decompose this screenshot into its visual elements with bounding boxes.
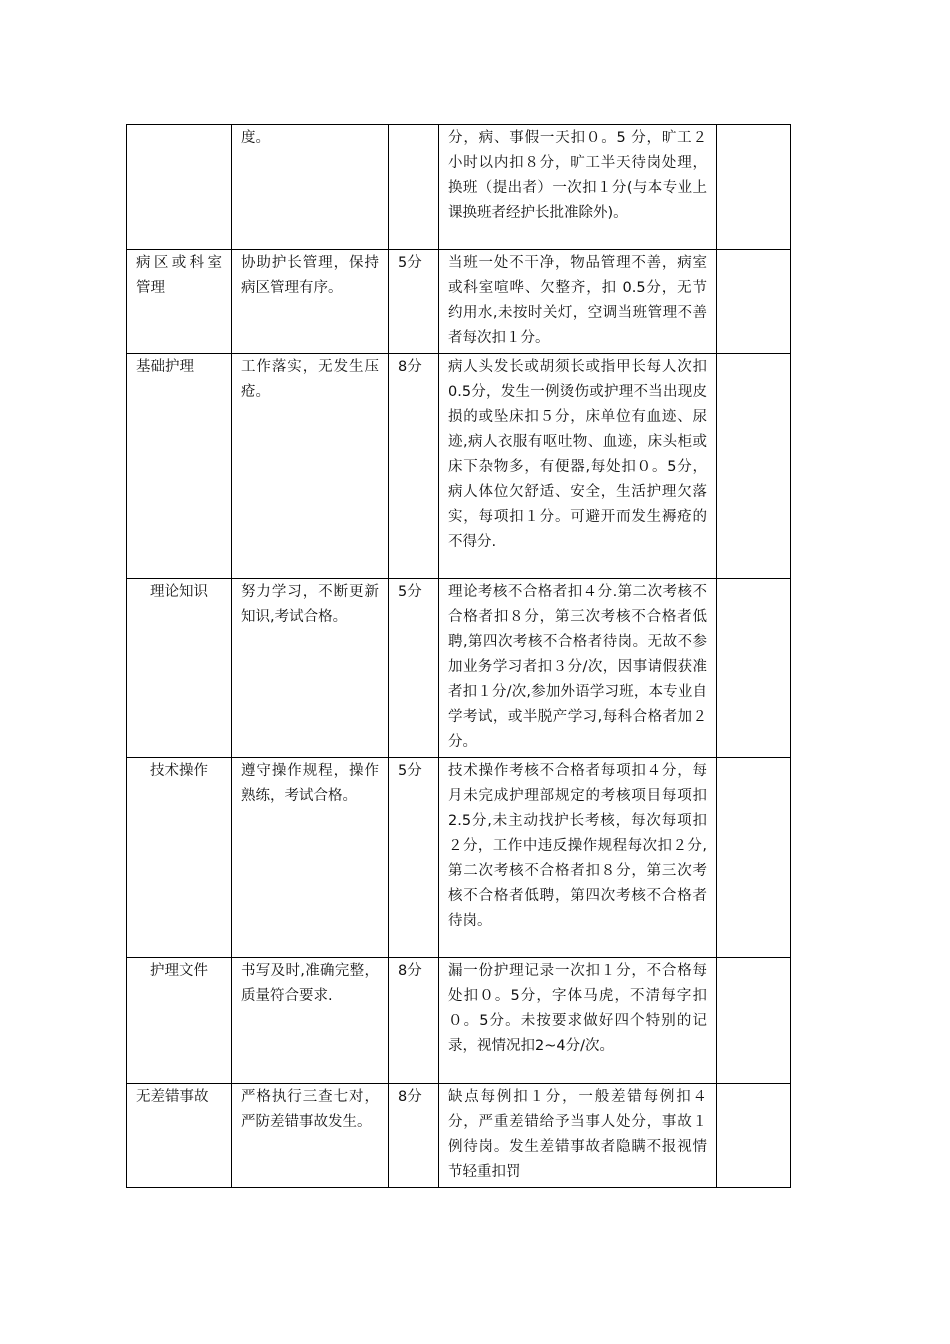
category-cell: 护理文件 [127, 958, 232, 1084]
requirement-cell: 严格执行三查七对，严防差错事故发生。 [232, 1084, 389, 1188]
requirement-cell: 遵守操作规程，操作熟练，考试合格。 [232, 758, 389, 958]
remark-cell [717, 579, 791, 758]
requirement-cell: 书写及时,准确完整，质量符合要求. [232, 958, 389, 1084]
remark-cell [717, 1084, 791, 1188]
requirement-cell: 度。 [232, 125, 389, 250]
deduction-cell: 病人头发长或胡须长或指甲长每人次扣0.5分，发生一例烫伤或护理不当出现皮损的或坠床扣５分，床单位有血迹、尿迹,病人衣服有呕吐物、血迹，床头柜或床下杂物多，有便器,每处扣０。5分，病人体位欠舒适、安全，生活护理欠落实，每项扣１分。可避开而发生褥疮的不得分. [439, 354, 717, 579]
table-row [127, 125, 791, 250]
category-cell: 基础护理 [127, 354, 232, 579]
score-cell: 8分 [389, 354, 439, 579]
category-cell: 无差错事故 [127, 1084, 232, 1188]
requirement-cell: 工作落实，无发生压疮。 [232, 354, 389, 579]
deduction-cell: 当班一处不干净，物品管理不善，病室或科室喧哗、欠整齐，扣 0.5分，无节约用水,未按时关灯，空调当班管理不善者每次扣１分。 [439, 250, 717, 354]
score-cell [389, 125, 439, 250]
score-cell: 5分 [389, 579, 439, 758]
deduction-cell: 技术操作考核不合格者每项扣４分，每月未完成护理部规定的考核项目每项扣2.5分,未主动找护长考核，每次每项扣２分，工作中违反操作规程每次扣２分,第二次考核不合格者扣８分，第三次考核不合格者低聘，第四次考核不合格者待岗。 [439, 758, 717, 958]
deduction-cell: 缺点每例扣１分，一般差错每例扣４分，严重差错给予当事人处分，事故１例待岗。发生差错事故者隐瞒不报视情节轻重扣罚 [439, 1084, 717, 1188]
remark-cell [717, 758, 791, 958]
remark-cell [717, 250, 791, 354]
category-cell: 技术操作 [127, 758, 232, 958]
deduction-cell: 理论考核不合格者扣４分.第二次考核不合格者扣８分，第三次考核不合格者低聘,第四次考核不合格者待岗。无故不参加业务学习者扣３分/次，因事请假获准者扣１分/次,参加外语学习班，本专业自学考试，或半脱产学习,每科合格者加２分。 [439, 579, 717, 758]
table-row [127, 354, 791, 579]
table-row [127, 758, 791, 958]
table-row [127, 250, 791, 354]
deduction-cell: 分，病、事假一天扣０。5 分，旷工２小时以内扣８分，旷工半天待岗处理，换班（提出者）一次扣１分(与本专业上课换班者经护长批准除外)。 [439, 125, 717, 250]
remark-cell [717, 354, 791, 579]
deduction-cell: 漏一份护理记录一次扣１分，不合格每处扣０。5分，字体马虎，不清每字扣０。5分。未按要求做好四个特别的记录，视情况扣2~4分/次。 [439, 958, 717, 1084]
assessment-table [126, 124, 791, 1188]
score-cell: 8分 [389, 958, 439, 1084]
requirement-cell: 努力学习，不断更新知识,考试合格。 [232, 579, 389, 758]
table-row [127, 579, 791, 758]
category-cell [127, 125, 232, 250]
category-cell: 病区或科室管理 [127, 250, 232, 354]
remark-cell [717, 958, 791, 1084]
table-row [127, 958, 791, 1084]
score-cell: 5分 [389, 250, 439, 354]
table-row [127, 1084, 791, 1188]
score-cell: 5分 [389, 758, 439, 958]
category-cell: 理论知识 [127, 579, 232, 758]
requirement-cell: 协助护长管理，保持病区管理有序。 [232, 250, 389, 354]
score-cell: 8分 [389, 1084, 439, 1188]
remark-cell [717, 125, 791, 250]
